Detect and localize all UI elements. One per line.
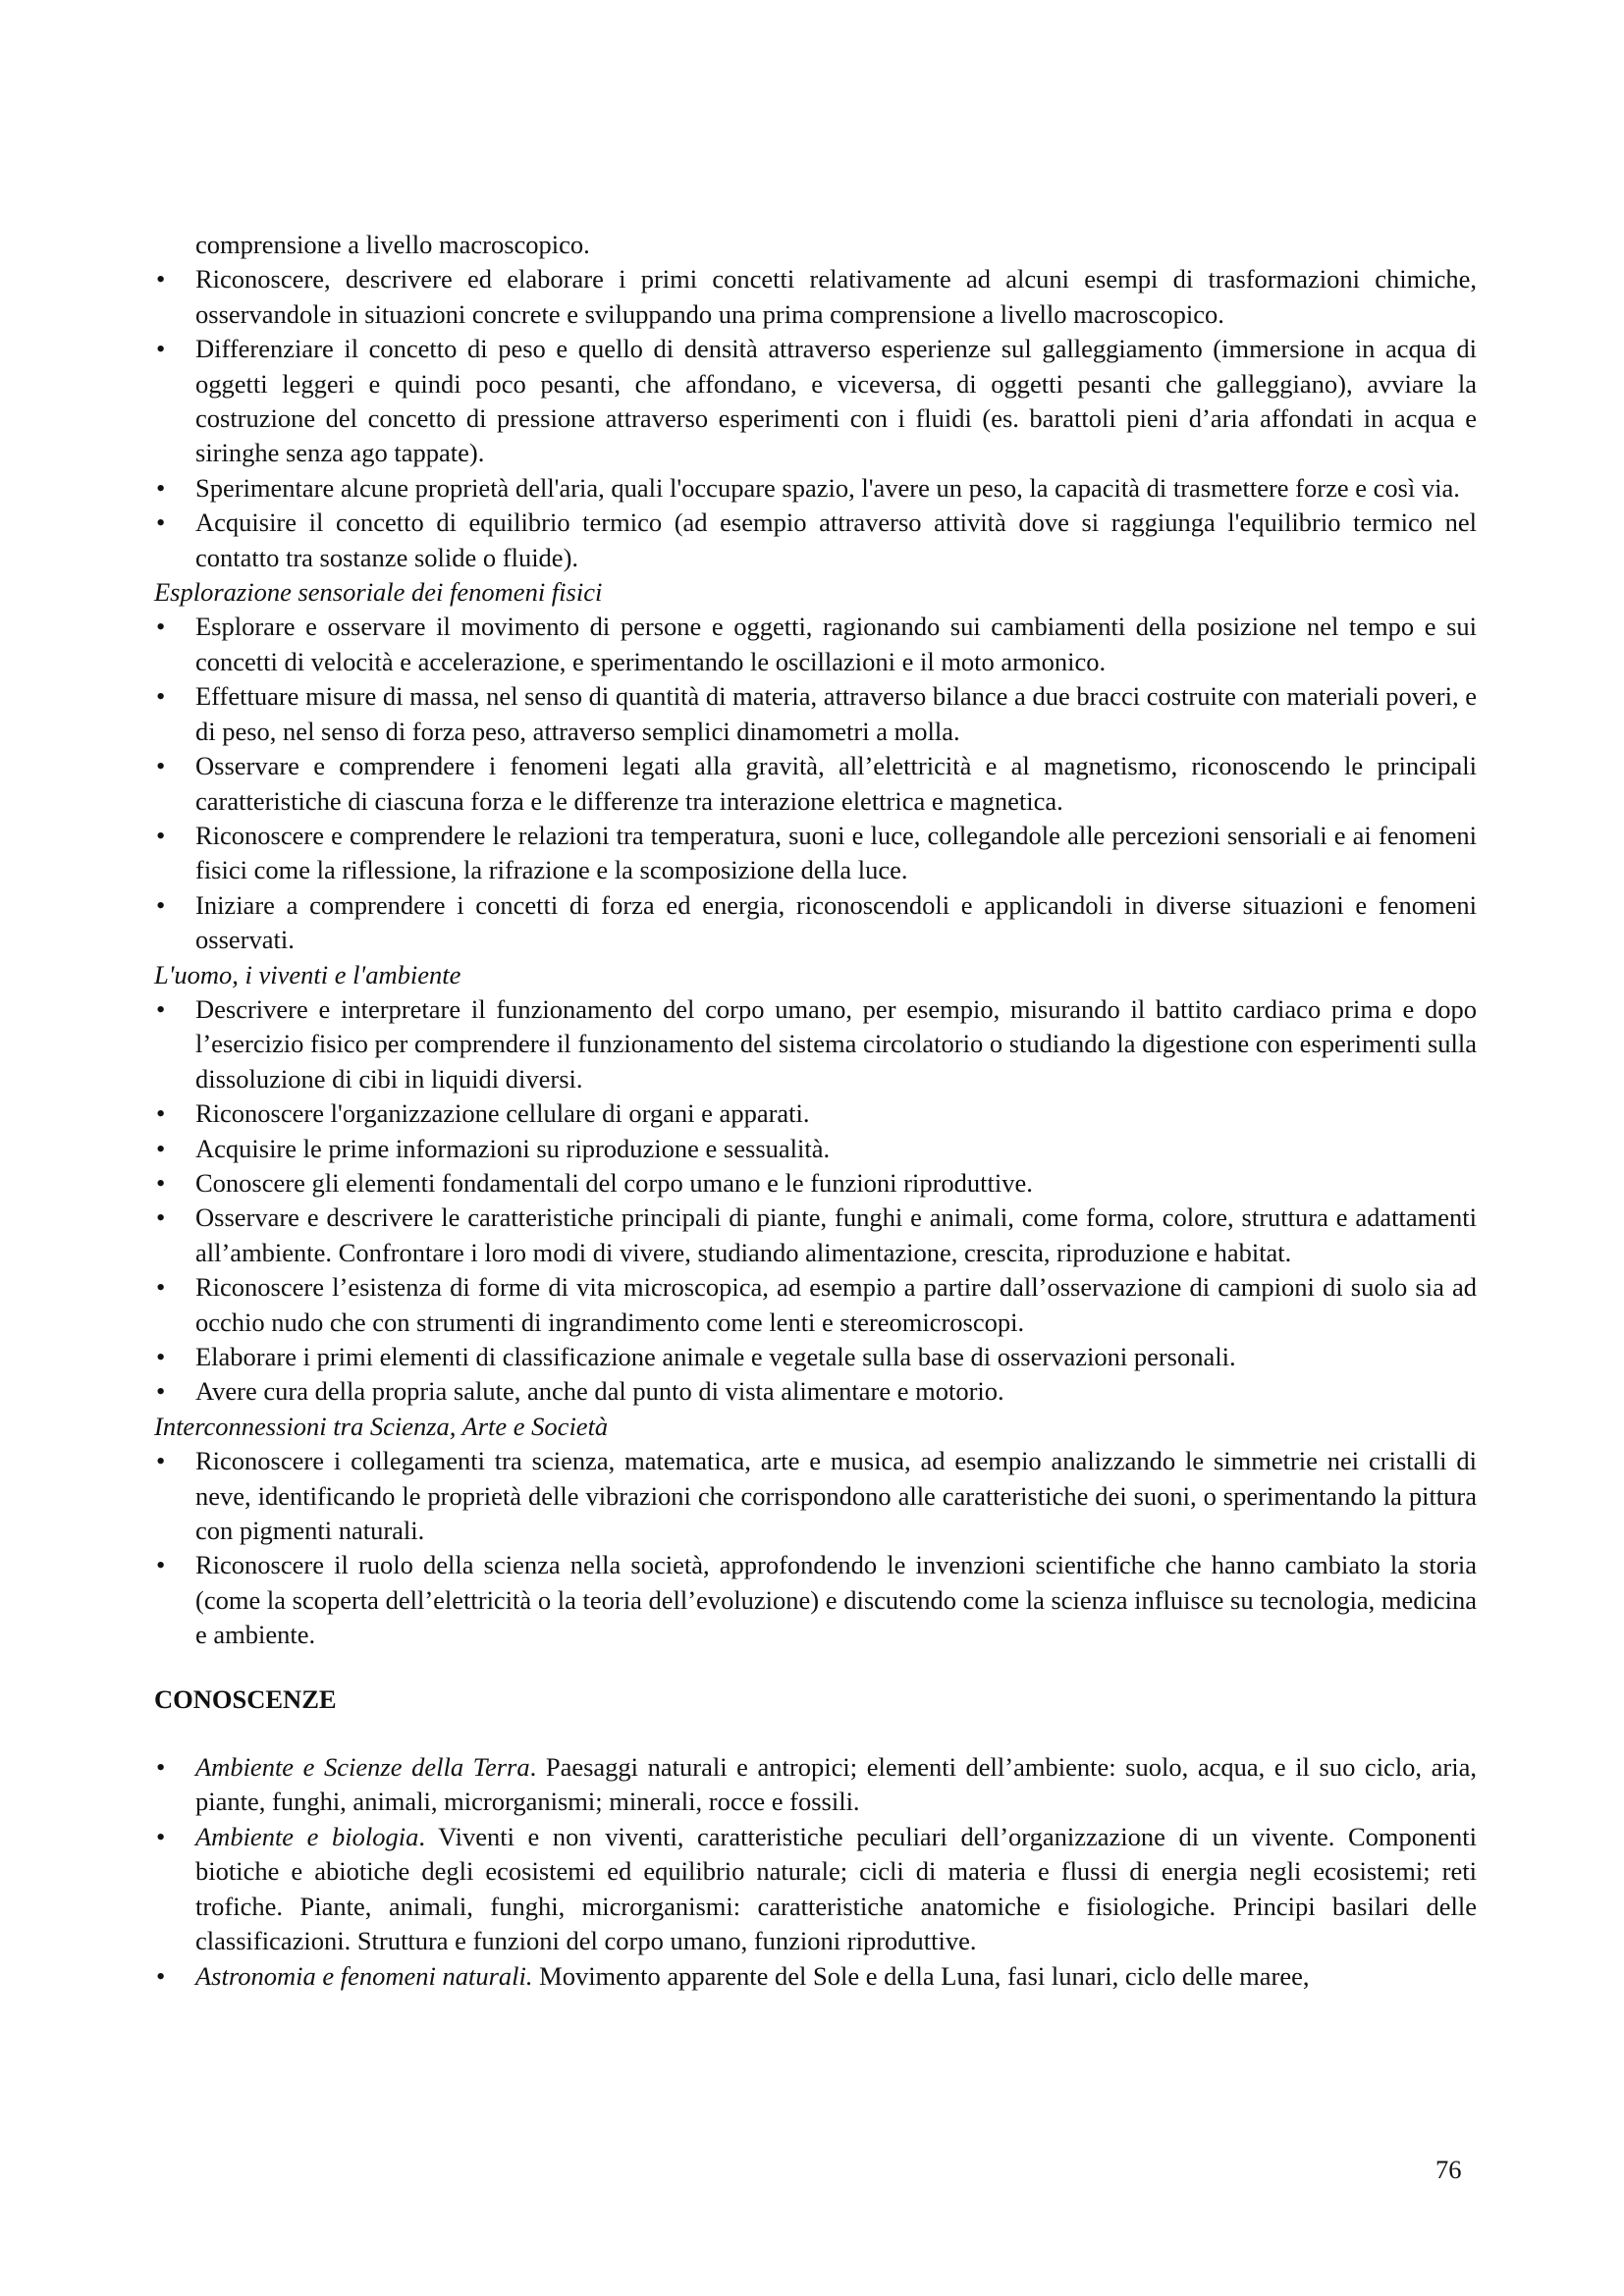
section3-list [154, 992, 1477, 1410]
section4-list [154, 1444, 1477, 1652]
list-item: • Riconoscere, descrivere ed elaborare i primi concetti relativamente ad alcuni esempi di trasformazioni chimiche, osservandole in situazioni concrete e sviluppando una prima comprensione a livello macroscopico. [154, 262, 1477, 332]
list-item [154, 1750, 1477, 1820]
list-item: • Elaborare i primi elementi di classificazione animale e vegetale sulla base di osservazioni personali. [154, 1340, 1477, 1374]
list-item: • Esplorare e osservare il movimento di persone e oggetti, ragionando sui cambiamenti della posizione nel tempo e sui concetti di velocità e accelerazione, e sperimentando le oscillazioni e il moto armonico. [154, 610, 1477, 679]
list-item: • Osservare e descrivere le caratteristiche principali di piante, funghi e animali, come forma, colore, struttura e adattamenti all’ambiente. Confrontare i loro modi di vivere, studiando alimentazione, crescita, riproduzione e habitat. [154, 1201, 1477, 1270]
page-number: 76 [1435, 2155, 1462, 2184]
list-item: • Riconoscere i collegamenti tra scienza, matematica, arte e musica, ad esempio analizzando le simmetrie nei cristalli di neve, identificando le proprietà delle vibrazioni che corrispondono alle caratteristiche dei suoni, o sperimentando la pittura con pigmenti naturali. [154, 1444, 1477, 1548]
list-item: • Iniziare a comprendere i concetti di forza ed energia, riconoscendoli e applicandoli in diverse situazioni e fenomeni osservati. [154, 888, 1477, 958]
list-item: • Effettuare misure di massa, nel senso di quantità di materia, attraverso bilance a due bracci costruite con materiali poveri, e di peso, nel senso di forza peso, attraverso semplici dinamometri a molla. [154, 679, 1477, 749]
list-item: • Acquisire il concetto di equilibrio termico (ad esempio attraverso attività dove si raggiunga l'equilibrio termico nel contatto tra sostanze solide o fluide). [154, 506, 1477, 575]
item-lead: Ambiente e Scienze della Terra [195, 1752, 530, 1783]
section2-list [154, 610, 1477, 957]
item-text: Movimento apparente del Sole e della Luna, fasi lunari, ciclo delle maree, [532, 1960, 1310, 1991]
list-item: • Riconoscere l’esistenza di forme di vita microscopica, ad esempio a partire dall’osservazione di campioni di suolo sia ad occhio nudo che con strumenti di ingrandimento come lenti e stereomicroscopi. [154, 1270, 1477, 1340]
subsection-title-esplorazione: Esplorazione sensoriale dei fenomeni fisici [154, 577, 603, 608]
list-item: • Acquisire le prime informazioni su riproduzione e sessualità. [154, 1132, 1477, 1166]
subsection-title-interconnessioni: Interconnessioni tra Scienza, Arte e Società [154, 1411, 609, 1441]
subsection-title-uomo: L'uomo, i viventi e l'ambiente [154, 959, 461, 989]
list-item: • Sperimentare alcune proprietà dell'aria, quali l'occupare spazio, l'avere un peso, la capacità di trasmettere forze e così via. [154, 471, 1477, 506]
section-heading-conoscenze: CONOSCENZE [154, 1683, 337, 1714]
list-item [154, 1820, 1477, 1959]
section1-list [154, 262, 1477, 575]
list-item: • Riconoscere l'organizzazione cellulare di organi e apparati. [154, 1096, 1477, 1131]
item-lead: Ambiente e biologia [195, 1821, 419, 1851]
conoscenze-list [154, 1750, 1477, 1994]
list-item [154, 1959, 1477, 1994]
list-item: • Osservare e comprendere i fenomeni legati alla gravità, all’elettricità e al magnetismo, riconoscendo le principali caratteristiche di ciascuna forza e le differenze tra interazione elettrica e magnetica. [154, 749, 1477, 819]
list-item: • Differenziare il concetto di peso e quello di densità attraverso esperienze sul galleggiamento (immersione in acqua di oggetti leggeri e quindi poco pesanti, che affondano, e viceversa, di oggetti pesanti che galleggiano), avviare la costruzione del concetto di pressione attraverso esperimenti con i fluidi (es. barattoli pieni d’aria affondati in acqua e siringhe senza ago tappate). [154, 332, 1477, 471]
item-lead: Astronomia e fenomeni naturali. [195, 1960, 533, 1991]
item-text: . Viventi e non viventi, caratteristiche peculiari dell’organizzazione di un vivente. Componenti biotiche e abiotiche degli ecosistemi ed equilibrio naturale; cicli di materia e flussi di energia negli ecosistemi; reti trofiche. Piante, animali, funghi, microrganismi: caratteristiche anatomiche e fisiologiche. Principi basilari delle classificazioni. Struttura e funzioni del corpo umano, funzioni riproduttive. [195, 1821, 1477, 1956]
list-item: • Conoscere gli elementi fondamentali del corpo umano e le funzioni riproduttive. [154, 1166, 1477, 1201]
list-item: • Avere cura della propria salute, anche dal punto di vista alimentare e motorio. [154, 1374, 1477, 1409]
list-item: • Descrivere e interpretare il funzionamento del corpo umano, per esempio, misurando il battito cardiaco prima e dopo l’esercizio fisico per comprendere il funzionamento del sistema circolatorio o studiando la digestione con esperimenti sulla dissoluzione di cibi in liquidi diversi. [154, 992, 1477, 1096]
list-item: • Riconoscere e comprendere le relazioni tra temperatura, suoni e luce, collegandole alle percezioni sensoriali e ai fenomeni fisici come la riflessione, la rifrazione e la scomposizione della luce. [154, 819, 1477, 888]
document-page [154, 228, 1477, 1994]
continuation-line: comprensione a livello macroscopico. [195, 230, 590, 259]
list-item: • Riconoscere il ruolo della scienza nella società, approfondendo le invenzioni scientifiche che hanno cambiato la storia (come la scoperta dell’elettricità o la teoria dell’evoluzione) e discutendo come la scienza influisce su tecnologia, medicina e ambiente. [154, 1548, 1477, 1652]
item-text: . Paesaggi naturali e antropici; elementi dell’ambiente: suolo, acqua, e il suo ciclo, aria, piante, funghi, animali, microrganismi; minerali, rocce e fossili. [195, 1752, 1477, 1817]
